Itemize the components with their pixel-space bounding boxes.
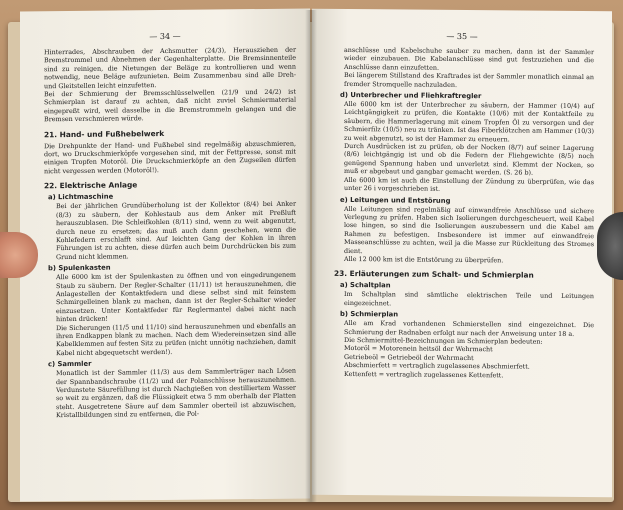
left-page [20,8,310,501]
paragraph: Alle 6000 km ist der Unterbrecher zu säubern, der Hammer (10/4) auf Leichtgängigkeit zu prüfen, die Kontakte (10/6) mit der Kontaktfeile zu säubern, die Hammerlagerung mit einem Tropfen Öl zu versorgen und der Schmierfilz (10/5) neu zu tränken. Ist das Fiberklötzchen am Hammer (10/3) zu weit abgenutzt, so ist der Hammer zu erneuern. [344,100,594,144]
paragraph: Monatlich ist der Sammler (11/3) aus dem Sammlerträger nach Lösen der Spannbandschraube (11/2) und der Polanschlüsse herauszunehmen. Verdunstete Säurefüllung ist durch Nachgießen von destilliertem Wasser so weit zu ergänzen, daß die Flüssigkeit etwa 5 mm oberhalb der Platten steht. Ausgetretene Säure auf dem Sammler oberteil ist abzuwischen, Kristallbildungen sind zu entfernen, die Pol- [56,366,296,420]
subsection-heading: b) Schmierplan [340,310,399,319]
section-heading: 22. Elektrische Anlage [44,180,138,191]
paragraph: Die Drehpunkte der Hand- und Fußhebel sind regelmäßig abzuschmieren, dort, wo Druckschmierköpfe vorgesehen sind, mit der Fettpresse, sonst mit einigen Tropfen Motoröl. Die Druckschmierköpfe an den Zugseilen dürfen nicht vergessen werden (Motoröl!). [44,139,296,176]
paragraph: Bei der jährlichen Grundüberholung ist der Kollektor (8/4) bei Anker (8/3) zu säubern, der Kohlestaub aus dem Anker mit Preßluft herauszublasen. Die Schleifkohlen (8/11) sind, wenn zu weit abgenutzt, durch neue zu ersetzen; das muß auch dann geschehen, wenn die Kohlefedern erschlafft sind. Auf leichten Gang der Kohlen in ihren Führungen ist zu achten, diese dürfen auch beim Durchdrücken bis zum Grund nicht klemmen. [56,199,296,261]
legend-line: Getriebeöl = Getriebeöl der Wehrmacht [344,352,474,362]
section-heading: 23. Erläuterungen zum Schalt- und Schmierplan [334,269,534,280]
paragraph: Durch Ausdrücken ist zu prüfen, ob der Nocken (8/7) auf seiner Lagerung (8/6) leichtgängig ist und ob die Federn der Fliehgewichte (8/5) noch genügend Spannung haben und unverletzt sind. Klemmt der Nocken, so muß er abgebaut und gangbar gemacht werden. (S. 26 b). [344,142,594,177]
paragraph: Alle 6000 km ist der Spulenkasten zu öffnen und von eingedrungenem Staub zu säubern. Der Regler-Schalter (11/11) ist herauszunehmen, die Anlagestellen der Kontaktfedern und diese selbst sind mit feinstem Schmirgelleinen blank zu machen, dann ist der Regler-Schalter wieder einzusetzen. Unter Kontaktfeder für Reglermantel dabei nicht nach hinten drücken! [56,270,296,324]
legend-line: Motoröl = Motorenein heitsöl der Wehrmacht [344,344,493,354]
subsection-heading: d) Unterbrecher und Fliehkraftregler [340,90,482,101]
legend-line: Abschmierfett = vertraglich zugelassenes Abschmierfett. [344,361,530,371]
subsection-heading: a) Schaltplan [340,281,391,290]
page-number: — 35 — [446,31,478,42]
book-spine-shadow [305,10,317,502]
paragraph: Bei der Schmierung der Bremsschlüsselwellen (21/9 und 24/2) ist Schmierplan ist darauf zu achten, daß nicht zuviel Schmiermaterial eingepreßt wird, weil dasselbe in die Bremstrommeln gelangen und die Bremsen verschmieren würde. [44,87,296,124]
legend-line: Die Schmiermittel-Bezeichnungen im Schmierplan bedeuten: [344,335,543,346]
paragraph: Bei längerem Stillstand des Kraftrades ist der Sammler monatlich einmal an fremder Stromquelle nachzuladen. [344,71,594,89]
paragraph: Alle Leitungen sind regelmäßig auf einwandfreie Anschlüsse und sichere Verlegung zu prüfen. Haben sich Isolierungen durchgescheuert, weil Kabel lose hingen, so sind die Isolierungen auszubessern und die Kabel am Rahmen zu befestigen. Insbesondere ist immer auf einwandfreie Masseanschlüsse zu achten, weil ja die Masse zur Rückleitung des Stromes dient. [344,204,594,255]
paragraph: Die Sicherungen (11/5 und 11/10) sind herauszunehmen und ebenfalls an ihren Endkappen blank zu machen. Nach dem Wiedereinsetzen sind alle Kabelklemmen auf festen Sitz zu prüfen (nicht unnötig nachziehen, damit Kabel nicht abgequetscht werden!). [56,321,296,357]
subsection-heading: a) Lichtmaschine [48,192,114,202]
section-heading: 21. Hand- und Fußhebelwerk [44,128,165,139]
subsection-heading: b) Spulenkasten [48,263,111,273]
page-number: — 34 — [149,31,181,42]
legend-line: Kettenfett = vertraglich zugelassenes Kettenfett. [344,369,504,379]
paragraph: Im Schaltplan sind sämtliche elektrischen Teile und Leitungen eingezeichnet. [344,290,594,308]
paragraph: anschlüsse und Kabelschuhe sauber zu machen, dann ist der Sammler wieder einzubauen. Die Kabelanschlüsse sind gut festzuziehen und die Anschlüsse dann einzufetten. [344,45,594,72]
paragraph: Alle 12 000 km ist die Entstörung zu überprüfen. [344,254,504,265]
paragraph: Alle am Krad vorhandenen Schmierstellen sind eingezeichnet. Die Schmierung der Radnaben erfolgt nur nach der Anweisung unter 18 a. [344,319,594,338]
paragraph: Alle 6000 km ist auch die Einstellung der Zündung zu überprüfen, wie das unter 26 i vorgeschrieben ist. [344,175,594,193]
subsection-heading: e) Leitungen und Entstörung [340,195,451,205]
subsection-heading: c) Sammler [48,359,92,369]
paragraph: Hinterrades, Abschrauben der Achsmutter (24/3), Herausziehen der Bremstrommel und Abnehmen der Gegenhalterplatte. Die Bremsinnenteile sind zu reinigen, die Nietungen der Beläge zu kontrollieren und wenn notwendig, neue Beläge aufzunieten. Beim Zusammenbau sind alle Dreh- und Gleitstellen leicht einzufetten. [44,45,296,90]
right-page [312,9,612,498]
